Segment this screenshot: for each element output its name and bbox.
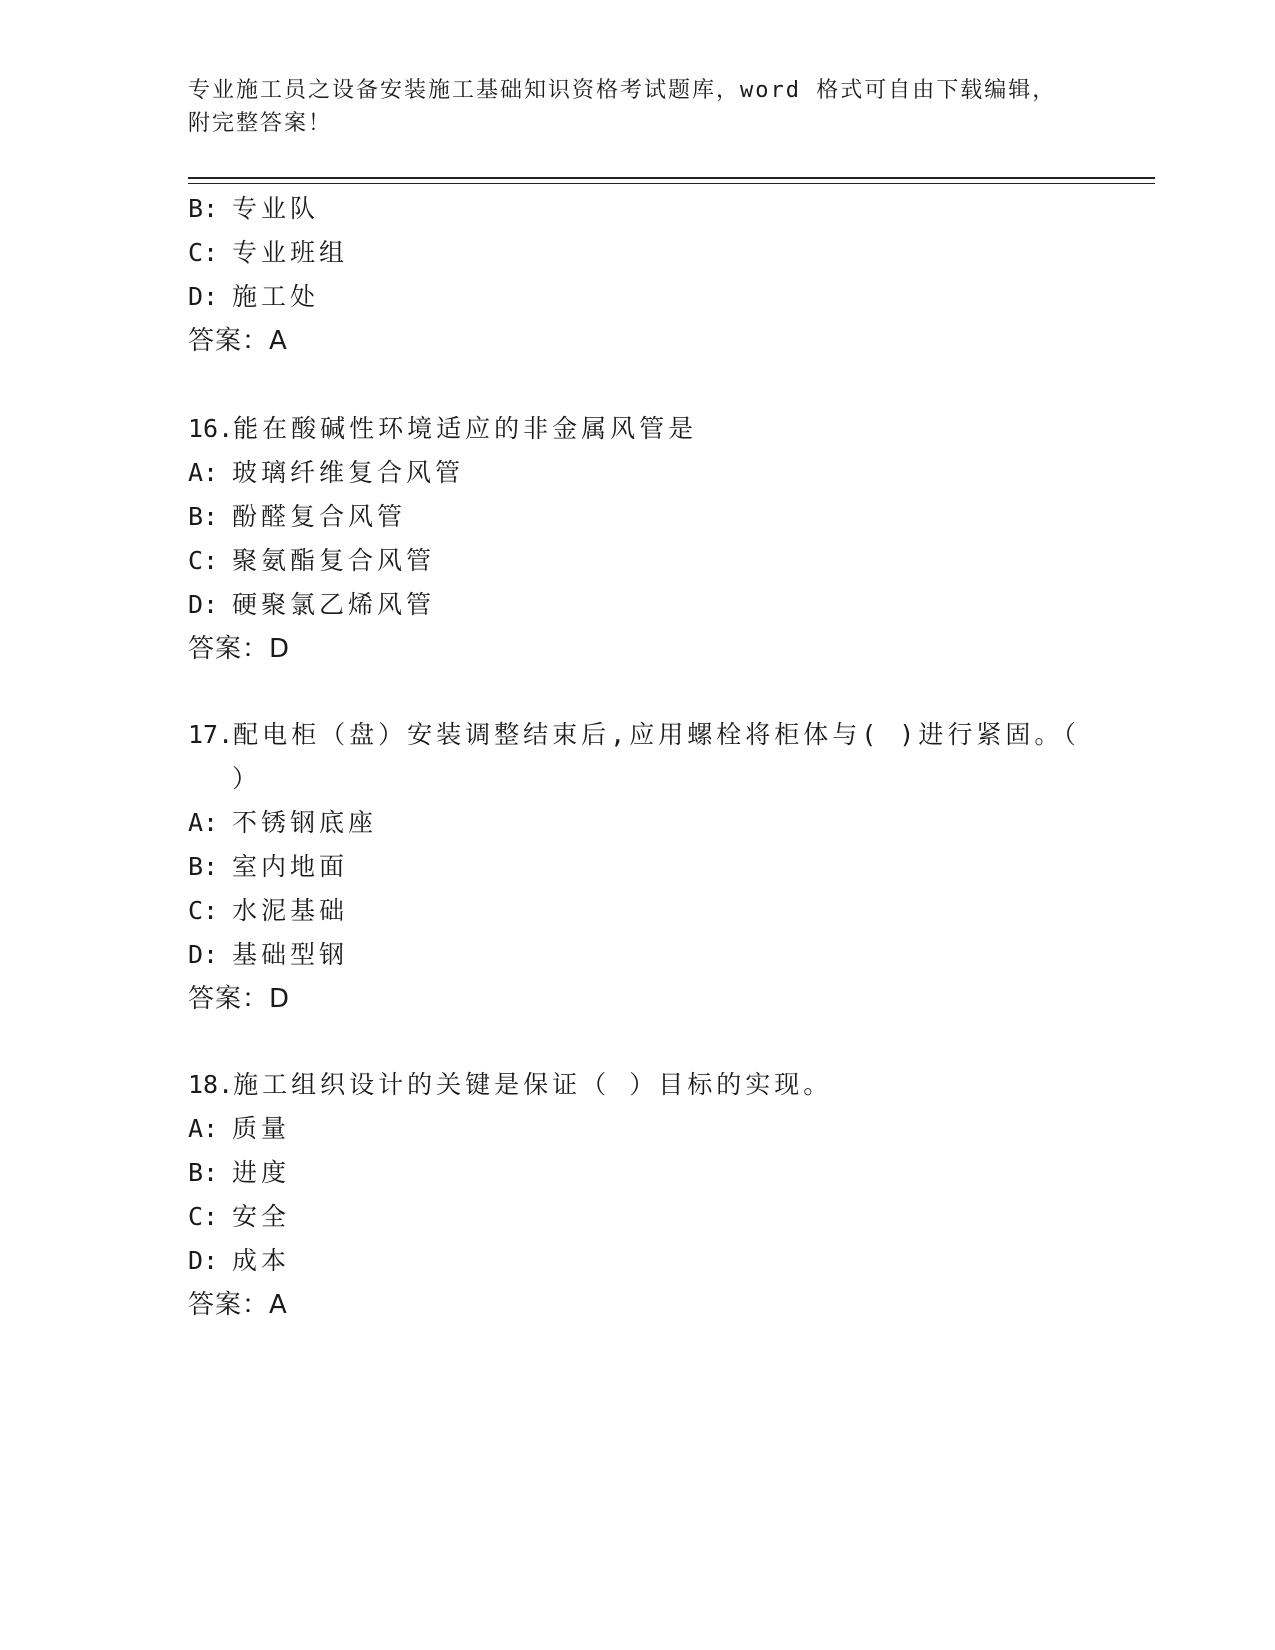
q17-option-b [188, 850, 348, 884]
q15-option-b [188, 192, 319, 226]
option-text: 酚醛复合风管 [232, 502, 407, 531]
option-letter: A: [188, 458, 219, 487]
q16-answer: 答案：D [188, 634, 291, 664]
q18-option-c [188, 1200, 290, 1234]
question-text: 能在酸碱性环境适应的非金属风管是 [233, 414, 698, 443]
question-number: 17. [188, 720, 234, 749]
option-letter: D: [188, 590, 219, 619]
option-text: 专业班组 [232, 238, 349, 267]
page-header [188, 74, 1088, 140]
option-text: 质量 [232, 1114, 291, 1143]
option-text: 聚氨酯复合风管 [232, 546, 436, 575]
q17-question [188, 718, 1080, 752]
q18-option-a [188, 1112, 290, 1146]
option-letter: D: [188, 282, 219, 311]
question-text: 施工组织设计的关键是保证（ ）目标的实现。 [233, 1070, 833, 1099]
q16-option-a [188, 456, 464, 490]
q16-option-c [188, 544, 435, 578]
q16-option-b [188, 500, 406, 534]
q18-option-b [188, 1156, 290, 1190]
option-text: 水泥基础 [232, 896, 349, 925]
option-text: 成本 [232, 1246, 291, 1275]
header-title-line-2: 附完整答案！ [188, 111, 333, 136]
option-letter: B: [188, 1158, 219, 1187]
q15-option-c [188, 236, 348, 270]
header-divider-thin [188, 183, 1155, 184]
option-text: 安全 [232, 1202, 291, 1231]
option-letter: D: [188, 1246, 219, 1275]
option-letter: B: [188, 194, 219, 223]
header-title-line-1: 专业施工员之设备安装施工基础知识资格考试题库，word 格式可自由下载编辑， [188, 78, 1057, 103]
header-divider-thick [188, 177, 1155, 179]
q15-option-d [188, 280, 319, 314]
q18-answer: 答案：A [188, 1290, 288, 1320]
option-text: 玻璃纤维复合风管 [232, 458, 465, 487]
option-letter: A: [188, 1114, 219, 1143]
question-number: 16. [188, 414, 234, 443]
q17-answer: 答案：D [188, 984, 291, 1014]
option-letter: C: [188, 238, 219, 267]
q16-question [188, 412, 697, 446]
q15-answer: 答案：A [188, 326, 288, 356]
option-letter: B: [188, 852, 219, 881]
option-text: 基础型钢 [232, 940, 349, 969]
q18-option-d [188, 1244, 290, 1278]
option-letter: C: [188, 546, 219, 575]
option-text: 施工处 [232, 282, 320, 311]
option-text: 进度 [232, 1158, 291, 1187]
option-letter: D: [188, 940, 219, 969]
option-letter: B: [188, 502, 219, 531]
q18-question [188, 1068, 832, 1102]
option-letter: A: [188, 808, 219, 837]
option-text: 室内地面 [232, 852, 349, 881]
option-text: 专业队 [232, 194, 320, 223]
q17-option-c [188, 894, 348, 928]
option-text: 不锈钢底座 [232, 808, 378, 837]
q17-question-continued: ） [232, 764, 258, 793]
q17-option-d [188, 938, 348, 972]
option-letter: C: [188, 896, 219, 925]
question-number: 18. [188, 1070, 234, 1099]
q16-option-d [188, 588, 435, 622]
question-text: 配电柜（盘）安装调整结束后,应用螺栓将柜体与( )进行紧固。（ [233, 720, 1080, 749]
option-letter: C: [188, 1202, 219, 1231]
option-text: 硬聚氯乙烯风管 [232, 590, 436, 619]
q17-option-a [188, 806, 377, 840]
